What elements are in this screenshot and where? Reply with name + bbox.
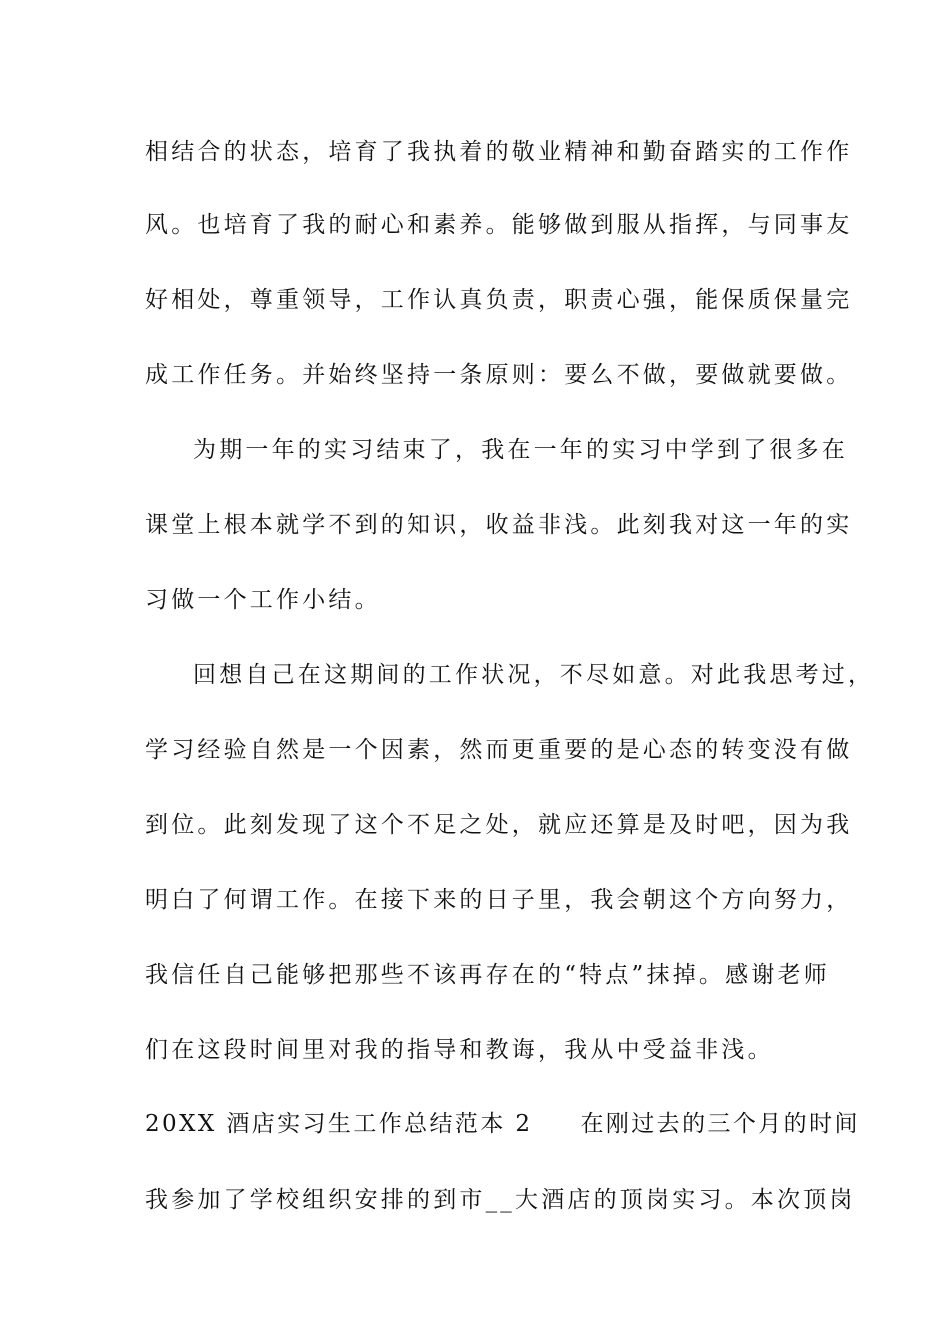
- text-line: 我信任自己能够把那些不该再存在的“特点”抹掉。感谢老师: [145, 962, 830, 988]
- paragraph-first-line: 为期一年的实习结束了，我在一年的实习中学到了很多在: [193, 437, 848, 463]
- text-line: 好相处，尊重领导，工作认真负责，职责心强，能保质保量完: [145, 287, 853, 313]
- paragraph-first-line: 回想自己在这期间的工作状况，不尽如意。对此我思考过，: [193, 662, 875, 688]
- text-line: 课堂上根本就学不到的知识，收益非浅。此刻我对这一年的实: [145, 512, 853, 538]
- section-heading-continuation: 在刚过去的三个月的时间: [580, 1111, 860, 1137]
- section-heading-line: [145, 1104, 860, 1144]
- section-heading-title: 20XX 酒店实习生工作总结范本 2: [145, 1111, 533, 1137]
- text-line: 我参加了学校组织安排的到市__大酒店的顶岗实习。本次顶岗: [145, 1187, 856, 1213]
- text-line: 习做一个工作小结。: [145, 587, 381, 613]
- text-line: 到位。此刻发现了这个不足之处，就应还算是及时吧，因为我: [145, 812, 853, 838]
- text-line: 们在这段时间里对我的指导和教诲，我从中受益非浅。: [145, 1037, 774, 1063]
- text-line: 学习经验自然是一个因素，然而更重要的是心态的转变没有做: [145, 737, 853, 763]
- text-line: 成工作任务。并始终坚持一条原则：要么不做，要做就要做。: [145, 362, 853, 388]
- text-line: 相结合的状态，培育了我执着的敬业精神和勤奋踏实的工作作: [145, 139, 853, 165]
- text-line: 明白了何谓工作。在接下来的日子里，我会朝这个方向努力，: [145, 887, 853, 913]
- text-line: 风。也培育了我的耐心和素养。能够做到服从指挥，与同事友: [145, 212, 853, 238]
